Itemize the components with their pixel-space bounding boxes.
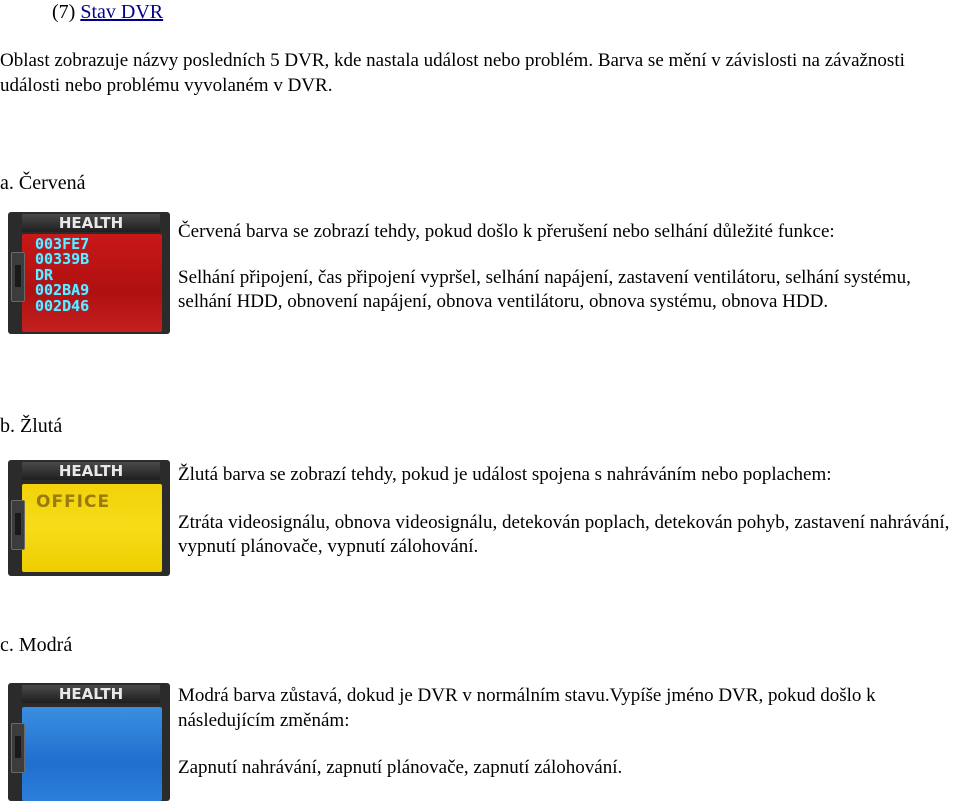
dvr-name: 002BA9 (35, 281, 90, 300)
blue-description: Modrá barva zůstavá, dokud je DVR v normálním stavu.Vypíše jméno DVR, pokud došlo k následujícím změnám: (178, 685, 876, 731)
section-number: (7) (52, 1, 76, 23)
health-screen-yellow (22, 484, 162, 572)
health-header: HEALTH (22, 462, 160, 480)
intro-paragraph: Oblast zobrazuje názvy posledních 5 DVR, kde nastala událost nebo problém. Barva se mění v závislosti na závažnosti události nebo problému vyvolaném v DVR. (0, 50, 905, 96)
panel-side-tab (11, 500, 25, 550)
yellow-description: Žlutá barva se zobrazí tehdy, pokud je událost spojena s nahráváním nebo poplachem: (178, 464, 832, 485)
dvr-name: 003FE7 (35, 235, 90, 253)
red-description: Červená barva se zobrazí tehdy, pokud došlo k přerušení nebo selhání důležité funkce: (178, 221, 835, 242)
panel-side-tab (11, 723, 25, 773)
section-label-red: a. Červená (0, 172, 86, 194)
dvr-name: OFFICE (36, 492, 111, 512)
stav-dvr-link[interactable]: Stav DVR (80, 1, 164, 23)
health-panel-red (8, 212, 170, 334)
health-header: HEALTH (22, 685, 160, 703)
health-header: HEALTH (22, 214, 160, 232)
panel-side-tab (11, 252, 25, 302)
dvr-name: 00339B (35, 250, 90, 269)
red-events: Selhání připojení, čas připojení vypršel, selhání napájení, zastavení ventilátoru, selhání systému, selhání HDD, obnovení napájení, obnova ventilátoru, obnova systému, obnova HDD. (178, 267, 911, 312)
health-screen-red (22, 234, 162, 332)
dvr-name-list (35, 237, 89, 314)
section-heading (52, 1, 163, 23)
dvr-name: DR (35, 265, 54, 284)
health-panel-blue (8, 683, 170, 801)
health-screen-blue (22, 707, 162, 801)
blue-events: Zapnutí nahrávání, zapnutí plánovače, zapnutí zálohování. (178, 757, 623, 778)
health-panel-yellow (8, 460, 170, 576)
section-label-blue: c. Modrá (0, 634, 73, 656)
dvr-name: 002D46 (35, 296, 90, 315)
yellow-events: Ztráta videosignálu, obnova videosignálu, detekován poplach, detekován pohyb, zastavení nahrávání, vypnutí plánovače, vypnutí zálohování. (178, 512, 950, 557)
section-label-yellow: b. Žlutá (0, 415, 63, 437)
